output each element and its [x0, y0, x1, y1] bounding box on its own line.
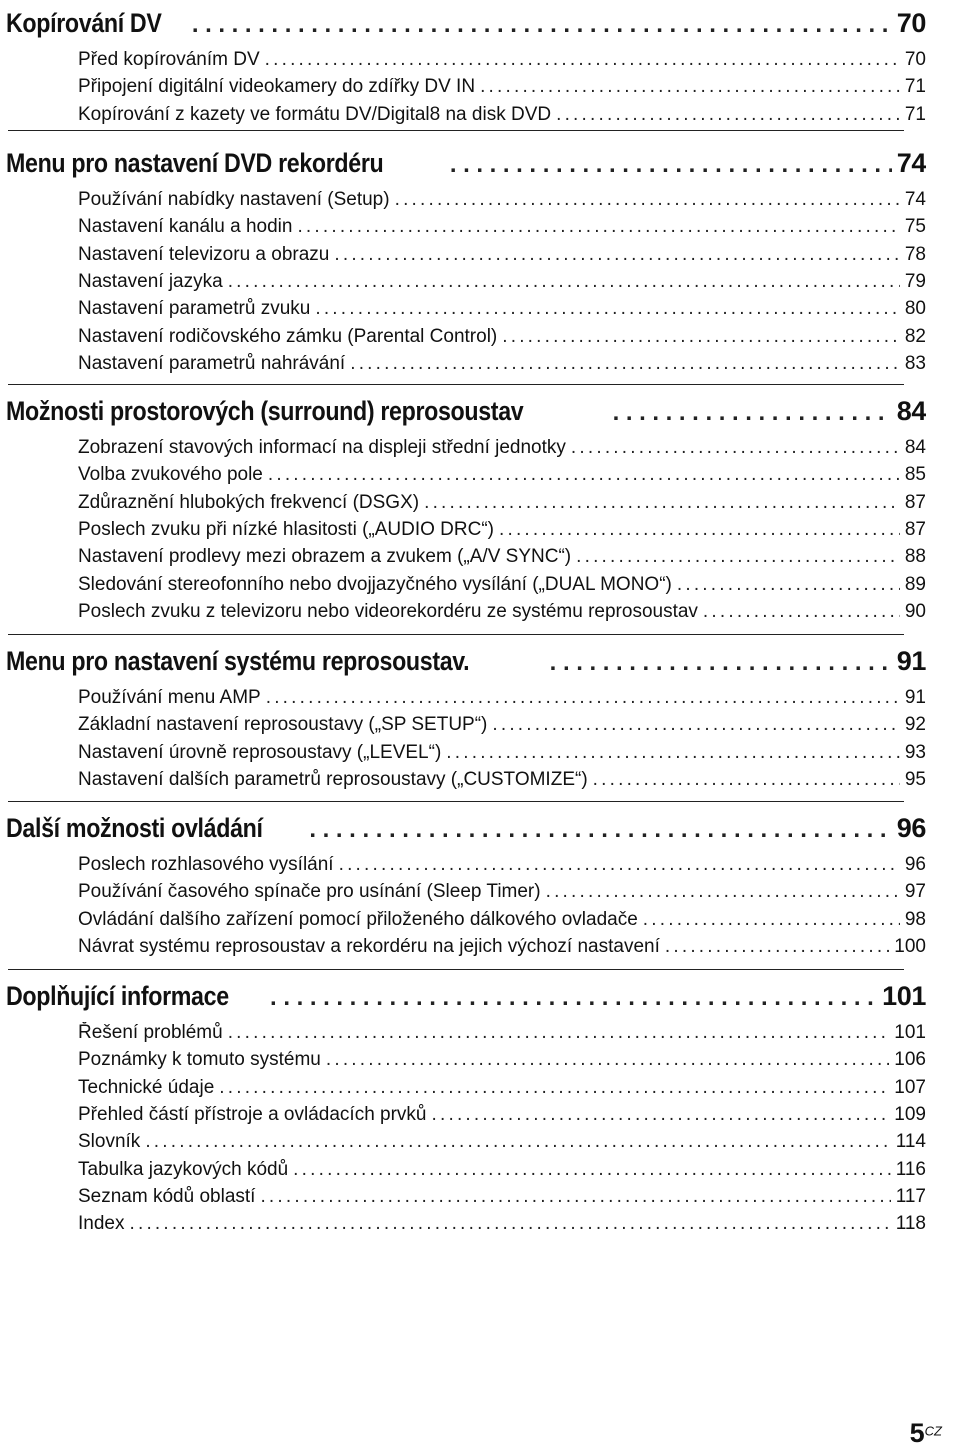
dot-leader	[268, 464, 900, 486]
toc-section-title: Možnosti prostorových (surround) reprosoustav	[6, 396, 524, 426]
toc-entry[interactable]	[78, 326, 926, 352]
toc-entry-page: 114	[895, 1131, 926, 1153]
dot-leader	[266, 687, 900, 709]
toc-entry-title: Nastavení televizoru a obrazu	[78, 243, 330, 265]
toc-entry[interactable]	[78, 687, 926, 713]
toc-section-heading[interactable]	[6, 813, 926, 847]
toc-entry-page: 82	[904, 325, 926, 347]
toc-entry[interactable]	[78, 1077, 926, 1103]
toc-section-title: Doplňující informace	[6, 981, 229, 1011]
toc-entry[interactable]	[78, 546, 926, 572]
toc-section-page: 84	[896, 396, 926, 426]
toc-entry[interactable]	[78, 244, 926, 270]
dot-leader	[546, 881, 900, 903]
dot-leader	[571, 437, 900, 459]
language-code: CZ	[924, 1423, 942, 1439]
dot-leader	[677, 574, 900, 596]
toc-entry-title: Poslech zvuku při nízké hlasitosti („AUDIO DRC“)	[78, 518, 494, 540]
page-footer	[910, 1418, 942, 1449]
toc-entry[interactable]	[78, 909, 926, 935]
toc-entry[interactable]	[78, 881, 926, 907]
toc-section-page: 101	[882, 981, 926, 1011]
dot-leader	[492, 714, 899, 736]
toc-entry[interactable]	[78, 714, 926, 740]
dot-leader	[480, 76, 900, 98]
toc-entry[interactable]	[78, 1186, 926, 1212]
toc-entry-title: Index	[78, 1213, 125, 1235]
toc-entry-page: 79	[904, 270, 926, 292]
dot-leader	[270, 984, 877, 1012]
dot-leader	[643, 909, 900, 931]
dot-leader	[145, 1131, 890, 1153]
toc-section-heading[interactable]	[6, 148, 926, 182]
toc-entry[interactable]	[78, 298, 926, 324]
toc-entry-title: Používání nabídky nastavení (Setup)	[78, 189, 390, 210]
toc-section-heading[interactable]	[6, 981, 926, 1015]
toc-entry-title: Poslech rozhlasového vysílání	[78, 854, 334, 875]
dot-leader	[502, 326, 900, 348]
toc-entry-title: Tabulka jazykových kódů	[78, 1158, 289, 1180]
toc-entry[interactable]	[78, 271, 926, 297]
toc-section-title: Kopírování DV	[6, 8, 162, 38]
dot-leader	[576, 546, 900, 568]
toc-entry-page: 70	[904, 49, 926, 70]
toc-entry-title: Řešení problémů	[78, 1022, 223, 1043]
toc-entry-page: 71	[904, 76, 926, 98]
toc-entry-title: Nastavení kanálu a hodin	[78, 216, 293, 238]
toc-section-heading[interactable]	[6, 396, 926, 430]
toc-entry-page: 93	[904, 741, 926, 763]
dot-leader	[613, 399, 892, 427]
toc-entry[interactable]	[78, 1213, 926, 1239]
section-divider	[8, 130, 904, 131]
dot-leader	[593, 769, 900, 791]
toc-entry-page: 101	[894, 1022, 926, 1043]
toc-entry[interactable]	[78, 353, 926, 379]
toc-entry-title: Kopírování z kazety ve formátu DV/Digital8 na disk DVD	[78, 103, 552, 125]
dot-leader	[339, 854, 900, 876]
toc-section-page: 70	[896, 8, 926, 38]
dot-leader	[228, 271, 900, 293]
toc-entry[interactable]	[78, 1049, 926, 1075]
dot-leader	[450, 151, 892, 179]
dot-leader	[265, 49, 900, 71]
toc-entry-page: 118	[895, 1213, 926, 1235]
dot-leader	[350, 353, 900, 375]
toc-entry-title: Připojení digitální videokamery do zdířky DV IN	[78, 76, 476, 98]
section-divider	[8, 384, 904, 385]
toc-entry-page: 80	[904, 298, 926, 320]
dot-leader	[228, 1022, 890, 1044]
toc-entry-page: 87	[904, 491, 926, 513]
toc-entry-title: Slovník	[78, 1131, 141, 1153]
toc-section-page: 74	[896, 148, 926, 178]
toc-entry-page: 98	[904, 908, 926, 930]
toc-entry[interactable]	[78, 49, 926, 75]
toc-entry-page: 74	[904, 189, 926, 210]
toc-entry-page: 97	[904, 881, 926, 903]
toc-entry[interactable]	[78, 189, 926, 215]
dot-leader	[309, 816, 891, 844]
toc-entry-title: Nastavení úrovně reprosoustavy („LEVEL“)	[78, 741, 442, 763]
toc-section-page: 96	[896, 813, 926, 843]
toc-entry-page: 83	[904, 352, 926, 374]
dot-leader	[665, 936, 889, 958]
toc-entry[interactable]	[78, 769, 926, 795]
toc-entry-title: Zdůraznění hlubokých frekvencí (DSGX)	[78, 491, 420, 513]
toc-section-title: Další možnosti ovládání	[6, 813, 263, 843]
toc-entry-page: 106	[894, 1049, 926, 1071]
toc-entry-page: 85	[904, 464, 926, 486]
toc-entry-title: Technické údaje	[78, 1076, 215, 1098]
toc-entry-page: 88	[904, 546, 926, 568]
toc-entry-title: Sledování stereofonního nebo dvojjazyčného vysílání („DUAL MONO“)	[78, 573, 672, 595]
dot-leader	[219, 1077, 889, 1099]
toc-entry[interactable]	[78, 854, 926, 880]
dot-leader	[703, 601, 900, 623]
toc-entry-page: 107	[894, 1076, 926, 1098]
toc-entry-page: 90	[904, 600, 926, 622]
dot-leader	[192, 11, 892, 39]
toc-entry-page: 116	[895, 1158, 926, 1180]
dot-leader	[334, 244, 899, 266]
toc-entry[interactable]	[78, 492, 926, 518]
toc-entry[interactable]	[78, 601, 926, 627]
section-divider	[8, 634, 904, 635]
dot-leader	[260, 1186, 890, 1208]
toc-entry[interactable]	[78, 216, 926, 242]
section-divider	[8, 969, 904, 970]
toc-entry-page: 100	[894, 935, 926, 957]
toc-entry-title: Návrat systému reprosoustav a rekordéru na jejich výchozí nastavení	[78, 935, 660, 957]
toc-section-title: Menu pro nastavení systému reprosoustav.	[6, 646, 470, 676]
dot-leader	[395, 189, 900, 211]
toc-entry[interactable]	[78, 464, 926, 490]
toc-entry[interactable]	[78, 742, 926, 768]
dot-leader	[432, 1104, 890, 1126]
dot-leader	[315, 298, 900, 320]
toc-entry-title: Zobrazení stavových informací na displeji střední jednotky	[78, 437, 566, 458]
toc-entry-title: Volba zvukového pole	[78, 464, 263, 486]
toc-entry-title: Používání menu AMP	[78, 687, 261, 708]
toc-entry[interactable]	[78, 104, 926, 130]
toc-entry-title: Přehled částí přístroje a ovládacích prvků	[78, 1103, 427, 1125]
dot-leader	[326, 1049, 889, 1071]
toc-entry-page: 89	[904, 573, 926, 595]
toc-entry-title: Nastavení parametrů nahrávání	[78, 352, 346, 374]
toc-entry-title: Ovládání dalšího zařízení pomocí přiloženého dálkového ovladače	[78, 908, 638, 930]
toc-entry-title: Základní nastavení reprosoustavy („SP SETUP“)	[78, 714, 488, 736]
toc-entry-page: 78	[904, 243, 926, 265]
toc-entry[interactable]	[78, 1022, 926, 1048]
toc-entry[interactable]	[78, 1131, 926, 1157]
dot-leader	[550, 649, 892, 677]
toc-entry-page: 95	[904, 768, 926, 790]
toc-entry-title: Nastavení rodičovského zámku (Parental Control)	[78, 325, 498, 347]
toc-entry-page: 71	[904, 103, 926, 125]
dot-leader	[424, 492, 900, 514]
dot-leader	[293, 1159, 891, 1181]
toc-entry[interactable]	[78, 1104, 926, 1130]
toc-entry-title: Před kopírováním DV	[78, 49, 260, 70]
toc-entry-page: 92	[904, 714, 926, 736]
toc-entry[interactable]	[78, 76, 926, 102]
dot-leader	[556, 104, 900, 126]
toc-entry[interactable]	[78, 936, 926, 962]
toc-section-heading[interactable]	[6, 8, 926, 42]
toc-entry[interactable]	[78, 437, 926, 463]
toc-entry-page: 75	[904, 216, 926, 238]
toc-entry-page: 84	[904, 437, 926, 458]
toc-entry-page: 87	[904, 518, 926, 540]
toc-entry-page: 91	[904, 687, 926, 708]
toc-entry-page: 109	[894, 1103, 926, 1125]
dot-leader	[446, 742, 900, 764]
toc-entry-title: Nastavení dalších parametrů reprosoustavy („CUSTOMIZE“)	[78, 768, 588, 790]
toc-entry[interactable]	[78, 1159, 926, 1185]
toc-section-title: Menu pro nastavení DVD rekordéru	[6, 148, 384, 178]
toc-section-heading[interactable]	[6, 646, 926, 680]
toc-entry-title: Nastavení jazyka	[78, 270, 223, 292]
toc-entry-title: Nastavení parametrů zvuku	[78, 298, 311, 320]
toc-entry-title: Používání časového spínače pro usínání (Sleep Timer)	[78, 881, 541, 903]
toc-entry-title: Nastavení prodlevy mezi obrazem a zvukem („A/V SYNC“)	[78, 546, 572, 568]
toc-entry-title: Poznámky k tomuto systému	[78, 1049, 321, 1071]
toc-entry-page: 96	[904, 854, 926, 875]
toc-entry[interactable]	[78, 519, 926, 545]
dot-leader	[499, 519, 900, 541]
dot-leader	[297, 216, 899, 238]
toc-entry-page: 117	[895, 1185, 926, 1207]
toc-section-page: 91	[896, 646, 926, 676]
toc-entry-title: Poslech zvuku z televizoru nebo videorekordéru ze systému reprosoustav	[78, 600, 698, 622]
toc-entry-title: Seznam kódů oblastí	[78, 1185, 256, 1207]
dot-leader	[129, 1213, 890, 1235]
page-number: 5	[909, 1418, 925, 1448]
section-divider	[8, 801, 904, 802]
toc-entry[interactable]	[78, 574, 926, 600]
